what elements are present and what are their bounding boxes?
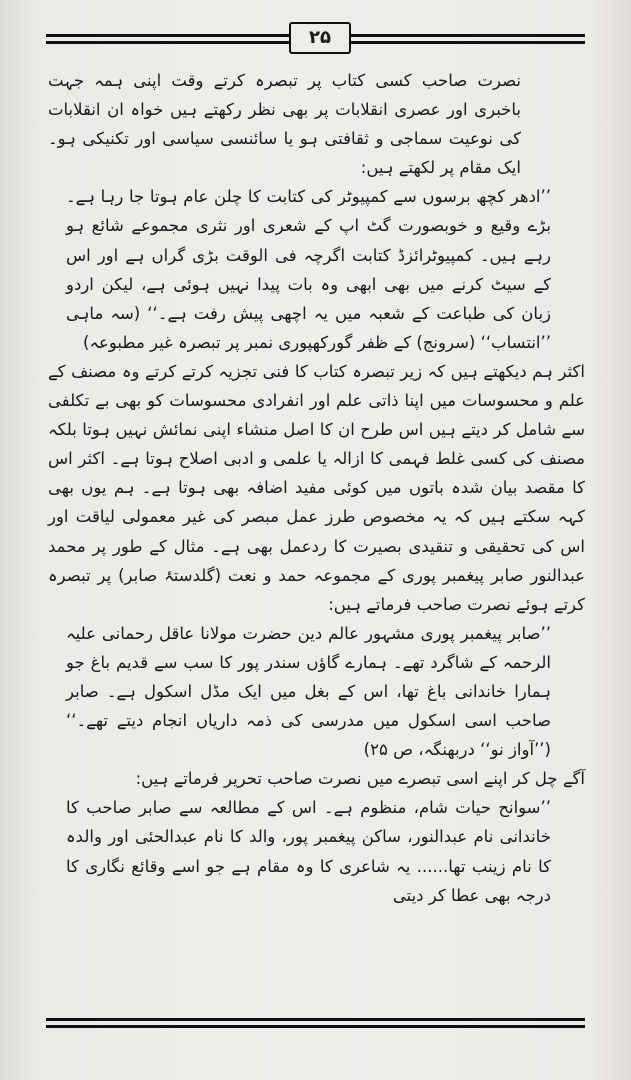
- quotation: ’’ادھر کچھ برسوں سے کمپیوٹر کی کتابت کا چلن عام ہوتا جا رہا ہے۔ بڑے وقیع و خوبصورت گٹ اپ کے شعری اور نثری مجموعے شائع ہو رہے ہیں۔ کمپیوٹرائزڈ کتابت اگرچہ فی الوقت بڑی گراں ہے اور اس کے سیٹ کرنے میں بھی ابھی وہ بات پیدا نہیں ہوئی ہے، لیکن اردو زبان کی طباعت کے شعبہ میں یہ اچھی پیش رفت ہے۔‘‘ (سہ ماہی ’’انتساب‘‘ (سرونج) کے ظفر گورکھپوری نمبر پر تبصرہ غیر مطبوعہ): [66, 187, 551, 352]
- paragraph: نصرت صاحب کسی کتاب پر تبصرہ کرتے وقت اپنی ہمہ جہت باخبری اور عصری انقلابات پر بھی نظر رکھتے ہیں خواہ ان انقلابات کی نوعیت سماجی و ثقافتی ہو یا سائنسی سیاسی اور تکنیکی ہو۔ ایک مقام پر لکھتے ہیں:: [48, 71, 521, 178]
- page-number: ۲۵: [289, 22, 351, 54]
- quotation: ’’سوانح حیات شام، منظوم ہے۔ اس کے مطالعہ سے صابر صاحب کا خاندانی نام عبدالنور، ساکن پیغمبر پور، والد کا نام عبدالحئی اور والدہ کا نام زینب تھا...... یہ شاعری کا وہ مقام ہے جو اسے وقائع نگاری کا درجہ بھی عطا کر دیتی: [66, 798, 551, 905]
- paragraph: اکثر ہم دیکھتے ہیں کہ زیر تبصرہ کتاب کا فنی تجزیہ کرتے کرتے وہ مصنف کے علم و محسوسات میں اپنا ذاتی علم اور انفرادی محسوسات کو بھی بے تکلفی سے شامل کر دیتے ہیں اس طرح ان کا اصل منشاء اپنی نمائش نہیں ہوتا بلکہ مصنف کی کسی غلط فہمی کا ازالہ یا علمی و ادبی اصلاح ہوتا ہے۔ اکثر اس کا مقصد بیان شدہ باتوں میں کوئی مفید اضافہ بھی ہوتا ہے۔ ہم یوں بھی کہہ سکتے ہیں کہ یہ مخصوص طرز عمل مبصر کی غیر معمولی لیاقت اور اس کی تحقیقی و تنقیدی بصیرت کا ردعمل بھی ہے۔ مثال کے طور پر محمد عبدالنور صابر پیغمبر پوری کے مجموعہ حمد و نعت (گلدستۂ صابر) پر تبصرہ کرتے ہوئے نصرت صاحب فرماتے ہیں:: [48, 361, 585, 614]
- page-text: [48, 66, 585, 910]
- quotation: ’’صابر پیغمبر پوری مشہور عالم دین حضرت مولانا عاقل رحمانی علیہ الرحمہ کے شاگرد تھے۔ ہمارے گاؤں سندر پور کا سب سے قدیم باغ جو ہمارا خاندانی باغ تھا، اس کے بغل میں ایک مڈل اسکول ہے۔ صابر صاحب اسی اسکول میں مدرسی کی ذمہ داریاں انجام دیتے تھے۔‘‘ (’’آواز نو‘‘ دربھنگہ، ص ۲۵): [66, 623, 551, 760]
- bottom-double-rule: [46, 1018, 585, 1028]
- paragraph: آگے چل کر اپنے اسی تبصرے میں نصرت صاحب تحریر فرماتے ہیں:: [135, 769, 585, 789]
